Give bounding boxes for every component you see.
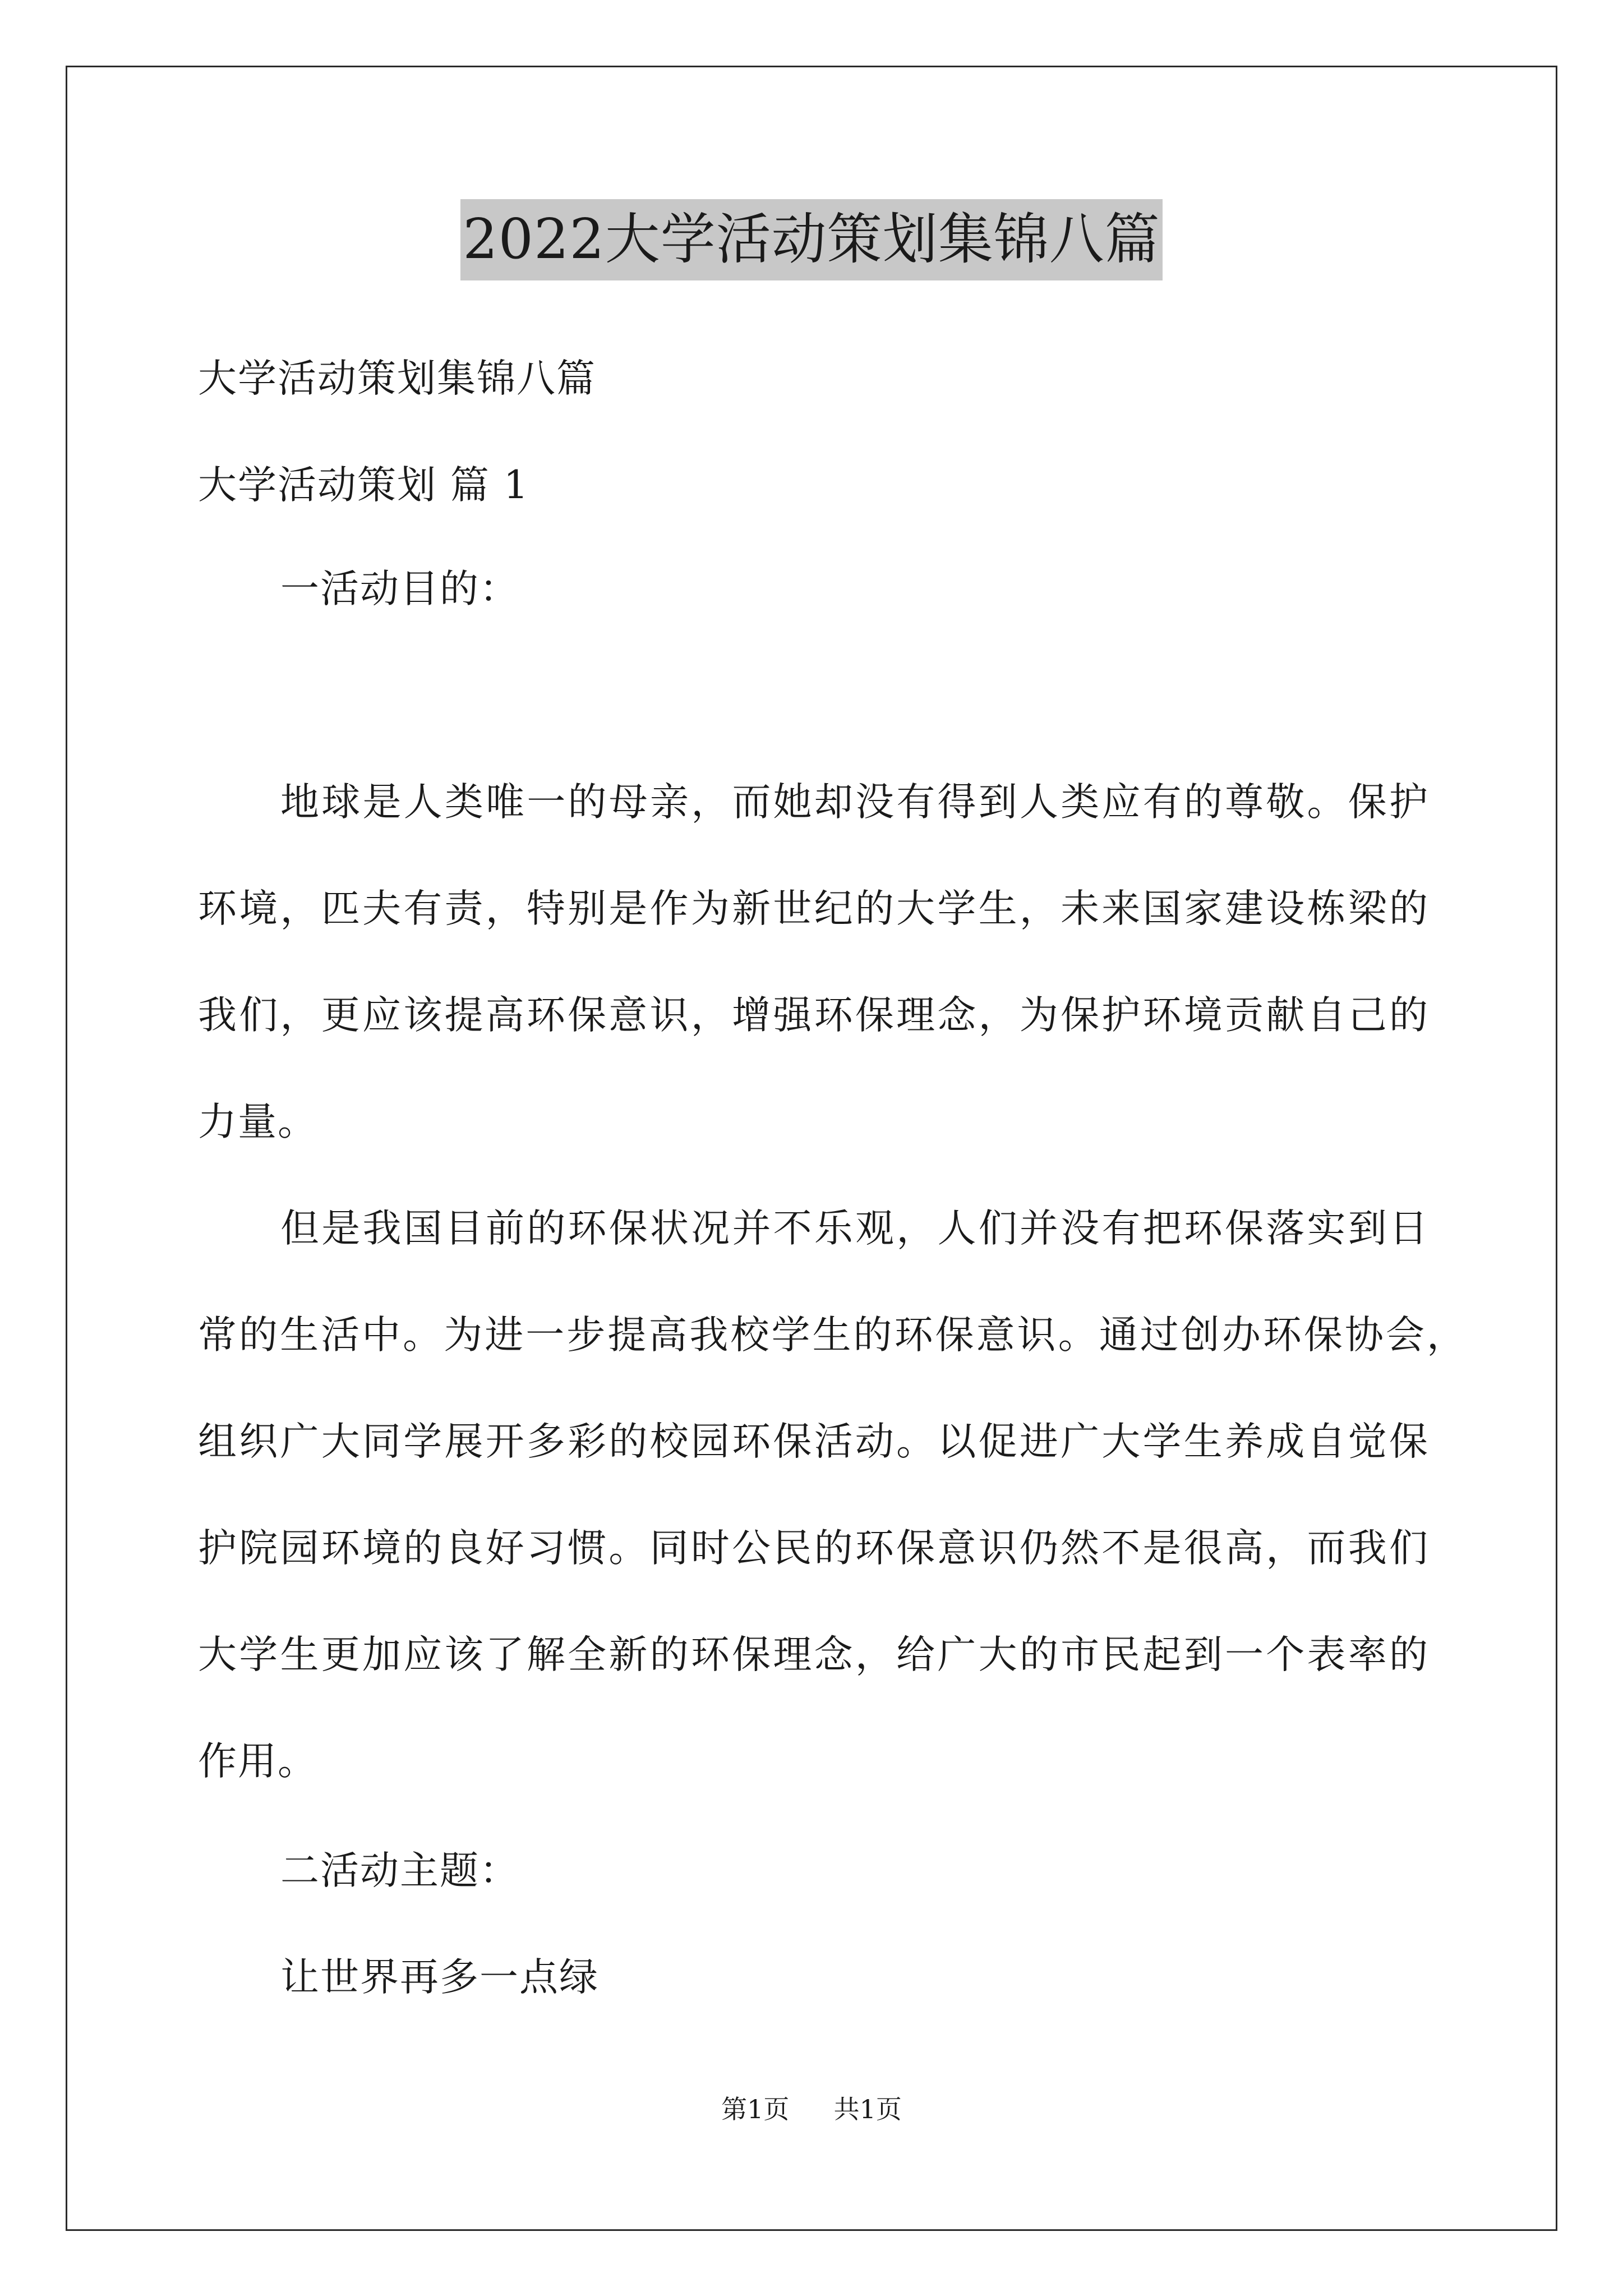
- paragraph-line: 环境，匹夫有责，特别是作为新世纪的大学生，未来国家建设栋梁的: [198, 886, 1429, 931]
- page-footer: [0, 2092, 1623, 2126]
- document-subtitle: 大学活动策划集锦八篇: [198, 356, 596, 401]
- paragraph-line: 护院园环境的良好习惯。同时公民的环保意识仍然不是很高，而我们: [198, 1526, 1429, 1571]
- paragraph-line: 我们，更应该提高环保意识，增强环保理念，为保护环境贡献自己的: [198, 993, 1429, 1038]
- paragraph-line: 组织广大同学展开多彩的校园环保活动。以促进广大学生养成自觉保: [198, 1419, 1429, 1464]
- paragraph-line: 作用。: [198, 1739, 317, 1784]
- heading-purpose: 一活动目的：: [280, 567, 519, 611]
- paragraph-line: 常的生活中。为进一步提高我校学生的环保意识。通过创办环保协会，: [198, 1313, 1467, 1358]
- page-number-total: 共1页: [833, 2094, 902, 2124]
- title-container: [0, 199, 1623, 280]
- section-heading: 大学活动策划 篇 1: [198, 463, 529, 508]
- theme-text: 让世界再多一点绿: [280, 1955, 599, 2000]
- heading-theme: 二活动主题：: [280, 1848, 519, 1893]
- paragraph-line: 力量。: [198, 1099, 317, 1144]
- paragraph-line: 但是我国目前的环保状况并不乐观，人们并没有把环保落实到日: [280, 1206, 1429, 1251]
- paragraph-line: 地球是人类唯一的母亲，而她却没有得到人类应有的尊敬。保护: [280, 780, 1429, 825]
- paragraph-line: 大学生更加应该了解全新的环保理念，给广大的市民起到一个表率的: [198, 1632, 1429, 1677]
- page-number-current: 第1页: [721, 2094, 790, 2124]
- document-title: 2022大学活动策划集锦八篇: [460, 199, 1162, 280]
